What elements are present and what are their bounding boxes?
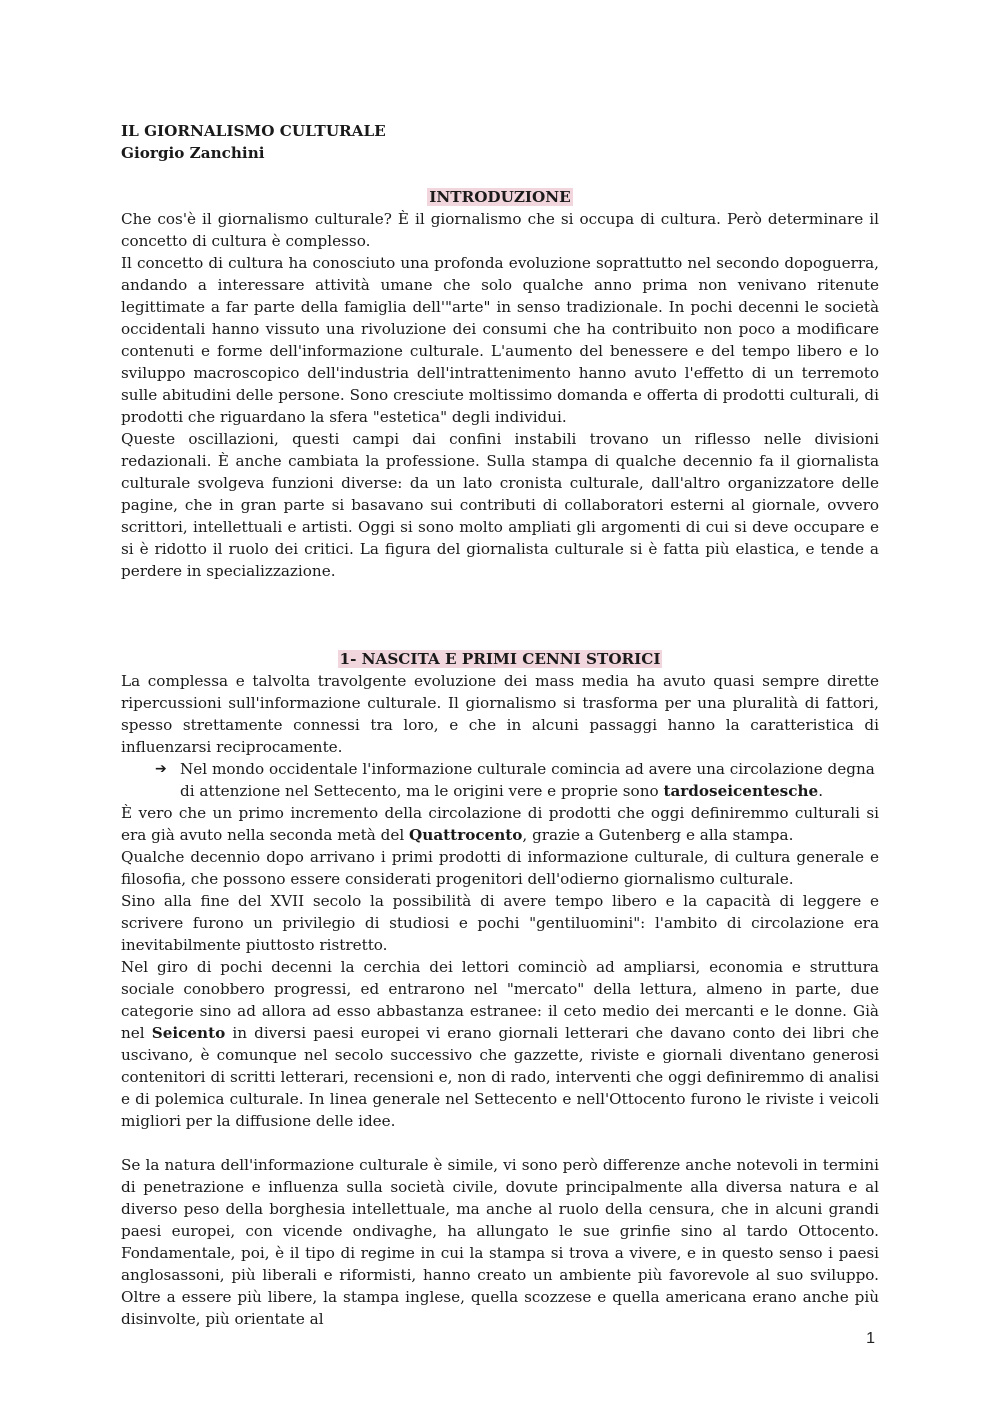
section1-paragraph-4: Sino alla fine del XVII secolo la possibilità di avere tempo libero e la capacità di leggere e scrivere furono un privilegio di studiosi e pochi "gentiluomini": l'ambito di circolazione era inevitabilmente piuttosto ristretto. <box>121 892 879 954</box>
document-title: IL GIORNALISMO CULTURALE <box>121 122 386 140</box>
bullet-bold-term: tardoseicentesche <box>663 782 819 800</box>
intro-heading-text: INTRODUZIONE <box>429 188 571 206</box>
section1-paragraph-3: Qualche decennio dopo arrivano i primi prodotti di informazione culturale, di cultura generale e filosofia, che possono essere considerati progenitori dell'odierno giornalismo culturale. <box>121 848 879 888</box>
arrow-bullet-icon: ➔ <box>155 761 167 777</box>
bullet-text <box>180 758 879 802</box>
bullet-text-main: Nel mondo occidentale l'informazione culturale comincia ad avere una circolazione degna di attenzione nel Settecento, ma le origini vere e proprie sono <box>180 760 875 800</box>
section1-paragraph-6: Se la natura dell'informazione culturale è simile, vi sono però differenze anche notevoli in termini di penetrazione e influenza sulla società civile, dovute principalmente alla diversa natura e al diverso peso della borghesia intellettuale, ma anche al ruolo della censura, che in alcuni grandi paesi europei, con vicende ondivaghe, ha allungato le sue grinfie sino al tardo Ottocento. Fondamentale, poi, è il tipo di regime in cui la stampa si trova a vivere, e in questo senso i paesi anglosassoni, più liberali e riformisti, hanno creato un ambiente più favorevole al suo sviluppo. Oltre a essere più libere, la stampa inglese, quella scozzese e quella americana erano anche più disinvolte, più orientate al <box>121 1156 879 1328</box>
p5-bold-term: Seicento <box>151 1024 226 1042</box>
document-page <box>121 120 879 1330</box>
intro-paragraph-3: Queste oscillazioni, questi campi dai confini instabili trovano un riflesso nelle divisioni redazionali. È anche cambiata la professione. Sulla stampa di qualche decennio fa il giornalista culturale svolgeva funzioni diverse: da un lato cronista culturale, dall'altro organizzatore delle pagine, che in gran parte si basavano sui contributi di collaboratori esterni al giornale, ovvero scrittori, intellettuali e artisti. Oggi si sono molto ampliati gli argomenti di cui si deve occupare e si è ridotto il ruolo dei critici. La figura del giornalista culturale si è fatta più elastica, e tende a perdere in specializzazione. <box>121 430 879 580</box>
section1-paragraph-1: La complessa e talvolta travolgente evoluzione dei mass media ha avuto quasi sempre dirette ripercussioni sull'informazione culturale. Il giornalismo si trasforma per una pluralità di fattori, spesso strettamente connessi tra loro, e che in alcuni passaggi hanno la caratteristica di influenzarsi reciprocamente. <box>121 672 879 756</box>
document-author: Giorgio Zanchini <box>121 144 265 162</box>
bullet-text-end: . <box>818 782 824 800</box>
intro-paragraph-2: Il concetto di cultura ha conosciuto una profonda evoluzione soprattutto nel secondo dopoguerra, andando a interessare attività umane che solo qualche anno prima non venivano ritenute legittimate a far parte della famiglia dell'"arte" in senso tradizionale. In pochi decenni le società occidentali hanno vissuto una rivoluzione dei consumi che ha contribuito non poco a modificare contenuti e forme dell'informazione culturale. L'aumento del benessere e del tempo libero e lo sviluppo macroscopico dell'industria dell'intrattenimento hanno avuto l'effetto di un terremoto sulle abitudini delle persone. Sono cresciute moltissimo domanda e offerta di prodotti culturali, di prodotti che riguardano la sfera "estetica" degli individui. <box>121 254 879 426</box>
p2-bold-term: Quattrocento <box>409 826 523 844</box>
section1-heading-text: 1- NASCITA E PRIMI CENNI STORICI <box>339 650 661 668</box>
paragraph-spacer <box>121 1132 879 1154</box>
page-number: 1 <box>866 1330 875 1347</box>
bullet-item <box>121 758 879 802</box>
intro-heading <box>121 186 879 208</box>
p2-text-start: È vero che un primo incremento della circolazione di prodotti che oggi definiremmo culturali si era già avuto nella seconda metà del <box>121 804 879 844</box>
section1-paragraph-5 <box>121 956 879 1132</box>
p5-text-start: Nel giro di pochi decenni la cerchia dei lettori cominciò ad ampliarsi, economia e struttura sociale conobbero progressi, ed entrarono nel "mercato" della lettura, almeno in parte, due categorie sino ad allora ad esso abbastanza estranee: il ceto medio dei mercanti e le donne. Già nel <box>121 958 879 1042</box>
section1-heading <box>121 648 879 670</box>
p2-text-end: , grazie a Gutenberg e alla stampa. <box>522 826 794 844</box>
section1-paragraph-2 <box>121 802 879 846</box>
p5-text-end: in diversi paesi europei vi erano giornali letterari che davano conto dei libri che uscivano, è comunque nel secolo successivo che gazzette, riviste e giornali diventano generosi contenitori di scritti letterari, recensioni e, non di rado, interventi che oggi definiremmo di analisi e di polemica culturale. In linea generale nel Settecento e nell'Ottocento furono le riviste i veicoli migliori per la diffusione delle idee. <box>121 1024 879 1130</box>
intro-paragraph-1: Che cos'è il giornalismo culturale? È il giornalismo che si occupa di cultura. Però determinare il concetto di cultura è complesso. <box>121 210 879 250</box>
